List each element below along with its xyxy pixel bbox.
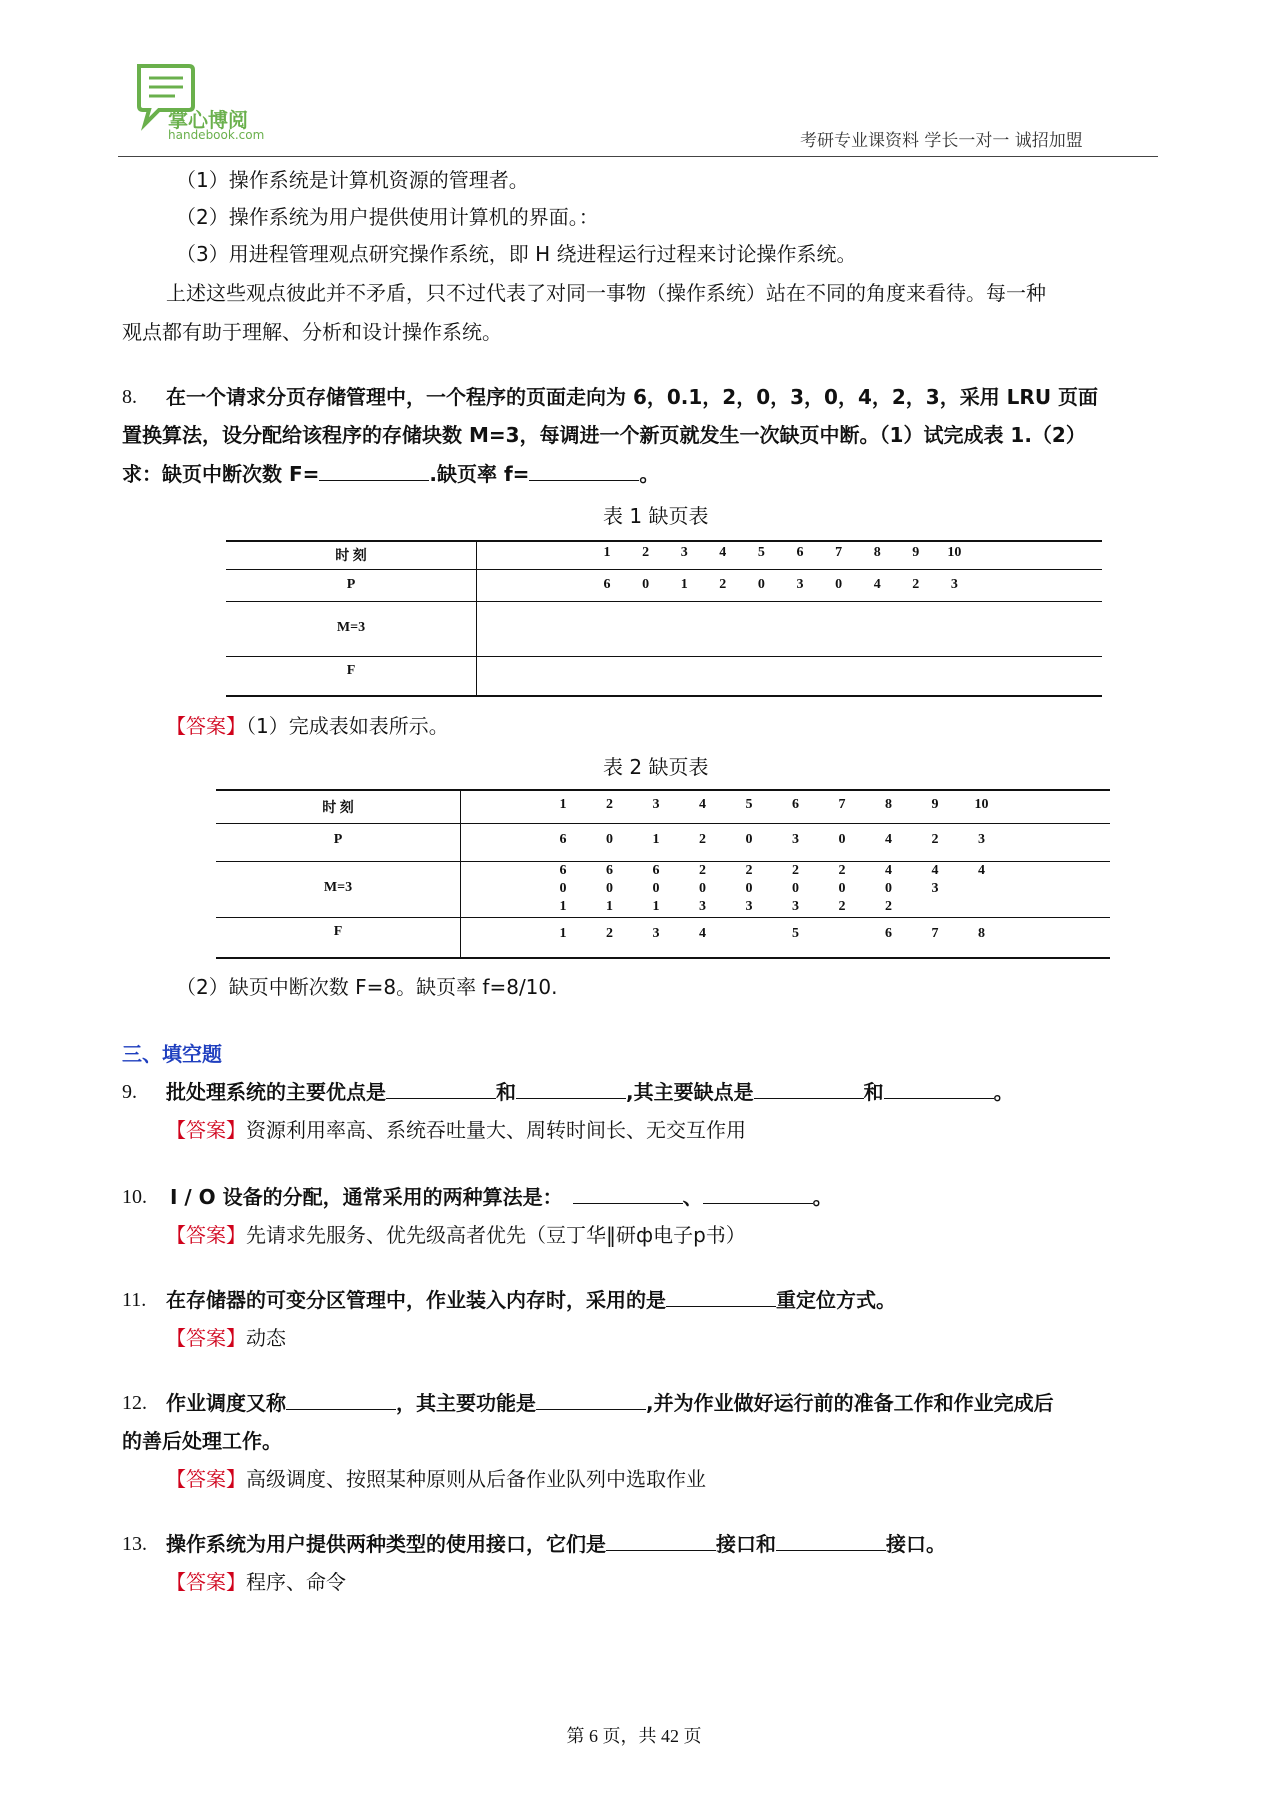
q13-answer <box>166 1568 346 1596</box>
table2-fault-cell: 2 <box>606 926 613 941</box>
table2-memory-cell: 0 <box>652 881 660 896</box>
table2-memory-cell: 3 <box>699 899 706 914</box>
table2-rule <box>216 917 1110 918</box>
intro-summary-line-2: 观点都有助于理解、分析和设计操作系统。 <box>122 320 502 344</box>
section-title: 三、填空题 <box>122 1042 222 1066</box>
q11-blank <box>666 1288 776 1307</box>
q11-answer-label: 【答案】 <box>166 1326 246 1350</box>
table2-page-cell: 0 <box>745 832 753 847</box>
table1-rule <box>226 601 1102 602</box>
q8-number: 8. <box>122 386 137 408</box>
q10-part-a: I / O 设备的分配，通常采用的两种算法是： <box>170 1185 563 1209</box>
table1-time-cell: 5 <box>757 545 765 560</box>
q10-part-c: 。 <box>812 1185 833 1209</box>
q8-line3-part-b: .缺页率 f= <box>429 462 530 486</box>
q12-part-b: ，其主要功能是 <box>396 1391 536 1415</box>
table1-page-cell: 3 <box>950 577 958 592</box>
table2-memory-cell: 3 <box>745 899 753 914</box>
table2-time-cell: 7 <box>838 797 846 812</box>
q10-answer-label: 【答案】 <box>166 1223 246 1247</box>
table1-rule-bottom <box>226 695 1102 697</box>
q13-part-b: 接口和 <box>716 1532 776 1556</box>
table2-time-cell: 9 <box>931 797 939 812</box>
table2-memory-cell: 0 <box>559 881 567 896</box>
logo-subtitle: handebook.com <box>168 128 265 142</box>
page-number: 第 6 页，共 42 页 <box>566 1726 702 1746</box>
table1-page-cell: 0 <box>757 577 765 592</box>
q13-part-a: 操作系统为用户提供两种类型的使用接口，它们是 <box>166 1532 606 1556</box>
q9-answer-label: 【答案】 <box>166 1118 246 1142</box>
table2-fault-cell: 3 <box>652 926 660 941</box>
q8-text-line-2: 置换算法，设分配给该程序的存储块数 M=3，每调进一个新页就发生一次缺页中断。（1）试完成表 1.（2） <box>122 423 1086 447</box>
table1-page-cell: 0 <box>835 577 843 592</box>
table2-memory-cell: 1 <box>606 899 613 914</box>
table2-label-m: M=3 <box>323 880 353 895</box>
q11-part-a: 在存储器的可变分区管理中，作业装入内存时，采用的是 <box>166 1288 666 1312</box>
q11-answer-text: 动态 <box>246 1326 286 1350</box>
table1-divider <box>476 540 477 696</box>
q12-answer-text: 高级调度、按照某种原则从后备作业队列中选取作业 <box>246 1467 706 1491</box>
table2-time-cell: 5 <box>745 797 753 812</box>
table2-fault-cell: 4 <box>699 926 706 941</box>
q10-text <box>170 1183 833 1211</box>
q13-part-c: 接口。 <box>886 1532 946 1556</box>
table2-memory-cell: 2 <box>838 899 846 914</box>
table1-time-cell: 10 <box>947 545 962 560</box>
q8-line3-part-a: 求：缺页中断次数 F= <box>122 462 320 486</box>
q12-answer-label: 【答案】 <box>166 1467 246 1491</box>
table2-memory-cell: 6 <box>606 863 613 878</box>
intro-point-2: （2）操作系统为用户提供使用计算机的界面。： <box>176 205 599 229</box>
table2-memory-cell: 1 <box>559 899 567 914</box>
table2-time-cell: 3 <box>652 797 660 812</box>
table2-memory-cell: 4 <box>931 863 939 878</box>
q13-blank-1 <box>606 1532 716 1551</box>
q12-answer <box>166 1465 706 1493</box>
table2-fault-cell: 7 <box>931 926 939 941</box>
table2-memory-cell: 2 <box>745 863 753 878</box>
table2-time-cell: 6 <box>792 797 799 812</box>
q12-blank-2 <box>536 1391 646 1410</box>
table2-page-cell: 0 <box>838 832 846 847</box>
q12-part-c: ,并为作业做好运行前的准备工作和作业完成后 <box>646 1391 1054 1415</box>
table2-memory-cell: 0 <box>606 881 613 896</box>
table2-memory-cell: 0 <box>745 881 753 896</box>
q11-answer <box>166 1324 286 1352</box>
q9-part-d: 和 <box>863 1080 884 1104</box>
table2-page-cell: 6 <box>559 832 567 847</box>
table2-fault-cell: 5 <box>792 926 799 941</box>
table1-page-cell: 3 <box>796 577 804 592</box>
table2-memory-cell: 6 <box>652 863 660 878</box>
q13-answer-label: 【答案】 <box>166 1570 246 1594</box>
q8-text-line-1: 在一个请求分页存储管理中，一个程序的页面走向为 6，0.1，2，0，3，0，4，2，3，采用 LRU 页面 <box>166 385 1099 409</box>
table1-time-cell: 7 <box>835 545 843 560</box>
table2-page-cell: 3 <box>792 832 799 847</box>
table1-label-p: P <box>346 577 356 592</box>
q9-part-b: 和 <box>496 1080 516 1104</box>
q12-text-line-1 <box>166 1389 1054 1417</box>
q10-blank-1 <box>573 1185 683 1204</box>
header-slogan: 考研专业课资料 学长一对一 诚招加盟 <box>800 131 1083 151</box>
table2-memory-cell: 2 <box>792 863 799 878</box>
q12-number: 12. <box>122 1392 147 1414</box>
table2-time-cell: 1 <box>559 797 567 812</box>
q13-number: 13. <box>122 1533 147 1555</box>
table1-time-cell: 9 <box>912 545 920 560</box>
q11-part-b: 重定位方式。 <box>776 1288 896 1312</box>
table1-label-time: 时 刻 <box>335 549 367 564</box>
q9-part-a: 批处理系统的主要优点是 <box>166 1080 386 1104</box>
intro-point-1: （1）操作系统是计算机资源的管理者。 <box>176 168 529 192</box>
table1-label-f: F <box>346 663 356 678</box>
table2-memory-cell: 4 <box>978 863 985 878</box>
q13-text <box>166 1530 946 1558</box>
table2-page-cell: 2 <box>931 832 939 847</box>
table2-rule <box>216 823 1110 824</box>
table2-memory-cell: 0 <box>885 881 892 896</box>
q12-blank-1 <box>286 1391 396 1410</box>
table1-page-cell: 2 <box>719 577 727 592</box>
q9-blank-2 <box>516 1080 626 1099</box>
table2-page-cell: 4 <box>885 832 892 847</box>
table2-rule <box>216 861 1110 862</box>
table2-memory-cell: 2 <box>838 863 846 878</box>
table2-memory-cell: 3 <box>792 899 799 914</box>
table1-time-cell: 8 <box>873 545 881 560</box>
table1-caption: 表 1 缺页表 <box>603 504 709 528</box>
q8-answer <box>166 712 449 740</box>
q8-answer-2: （2）缺页中断次数 F=8。缺页率 f=8/10. <box>176 975 558 999</box>
header-divider <box>118 156 1158 157</box>
table2-time-cell: 4 <box>699 797 706 812</box>
table2-label-p: P <box>333 832 343 847</box>
table2-memory-cell: 0 <box>838 881 846 896</box>
q8-blank-f <box>319 462 429 481</box>
q8-blank-rate <box>529 462 639 481</box>
q9-answer <box>166 1116 746 1144</box>
intro-point-3: （3）用进程管理观点研究操作系统，即 H 绕进程运行过程来讨论操作系统。 <box>176 242 857 266</box>
table2-fault-cell: 8 <box>978 926 985 941</box>
table1-label-m: M=3 <box>336 620 366 635</box>
q11-number: 11. <box>122 1289 147 1311</box>
table2-caption: 表 2 缺页表 <box>603 755 709 779</box>
table2-memory-cell: 6 <box>559 863 567 878</box>
q9-part-c: ,其主要缺点是 <box>626 1080 754 1104</box>
q9-part-e: 。 <box>993 1080 1014 1104</box>
table2-memory-cell: 1 <box>652 899 660 914</box>
table2-memory-cell: 2 <box>699 863 706 878</box>
table1-page-cell: 2 <box>912 577 920 592</box>
table2-memory-cell: 3 <box>931 881 939 896</box>
table2-page-cell: 2 <box>699 832 706 847</box>
table2-page-cell: 0 <box>606 832 613 847</box>
logo-text: 掌心博阅 <box>168 108 248 132</box>
q9-number: 9. <box>122 1081 137 1103</box>
q8-text-line-3 <box>122 460 659 488</box>
q10-part-b: 、 <box>682 1185 703 1209</box>
table1-page-cell: 1 <box>680 577 688 592</box>
table2-rule-top <box>216 789 1110 791</box>
q8-line3-part-c: 。 <box>639 462 660 486</box>
table1-rule <box>226 656 1102 657</box>
table2-fault-cell: 6 <box>885 926 892 941</box>
table2-label-f: F <box>333 924 343 939</box>
table2-memory-cell: 0 <box>792 881 799 896</box>
table2-rule-bottom <box>216 957 1110 959</box>
q10-number: 10. <box>122 1186 147 1208</box>
table2-page-cell: 1 <box>652 832 660 847</box>
q9-blank-1 <box>386 1080 496 1099</box>
table1-time-cell: 6 <box>796 545 804 560</box>
table2-label-time: 时 刻 <box>322 801 354 816</box>
q9-text <box>166 1078 1014 1106</box>
q12-part-a: 作业调度又称 <box>166 1391 286 1415</box>
table2-memory-cell: 2 <box>885 899 892 914</box>
q8-answer-text: （1）完成表如表所示。 <box>246 714 449 738</box>
q11-text <box>166 1286 896 1314</box>
table2-time-cell: 10 <box>974 797 989 812</box>
q13-blank-2 <box>776 1532 886 1551</box>
q10-blank-2 <box>703 1185 813 1204</box>
q9-blank-4 <box>884 1080 994 1099</box>
q8-answer-label: 【答案】 <box>166 714 246 738</box>
table1-page-cell: 0 <box>642 577 650 592</box>
table1-page-cell: 4 <box>873 577 881 592</box>
table2-time-cell: 2 <box>606 797 613 812</box>
table2-memory-cell: 0 <box>699 881 706 896</box>
q13-answer-text: 程序、命令 <box>246 1570 346 1594</box>
q12-text-line-2: 的善后处理工作。 <box>122 1429 282 1453</box>
q10-answer <box>166 1221 746 1249</box>
table1-time-cell: 4 <box>719 545 727 560</box>
table2-memory-cell: 4 <box>885 863 892 878</box>
table1-time-cell: 2 <box>642 545 650 560</box>
table2-time-cell: 8 <box>885 797 892 812</box>
table2-fault-cell: 1 <box>559 926 567 941</box>
table1-time-cell: 3 <box>680 545 688 560</box>
intro-summary-line-1: 上述这些观点彼此并不矛盾，只不过代表了对同一事物（操作系统）站在不同的角度来看待。每一种 <box>166 281 1046 305</box>
q9-answer-text: 资源利用率高、系统吞吐量大、周转时间长、无交互作用 <box>246 1118 746 1142</box>
q10-answer-text: 先请求先服务、优先级高者优先（豆丁华‖研ф电子p书） <box>246 1223 746 1247</box>
table1-rule <box>226 569 1102 570</box>
q9-blank-3 <box>754 1080 864 1099</box>
table1-page-cell: 6 <box>603 577 611 592</box>
table1-time-cell: 1 <box>603 545 611 560</box>
table2-page-cell: 3 <box>978 832 985 847</box>
table1-rule-top <box>226 540 1102 542</box>
table2-divider <box>460 789 461 958</box>
